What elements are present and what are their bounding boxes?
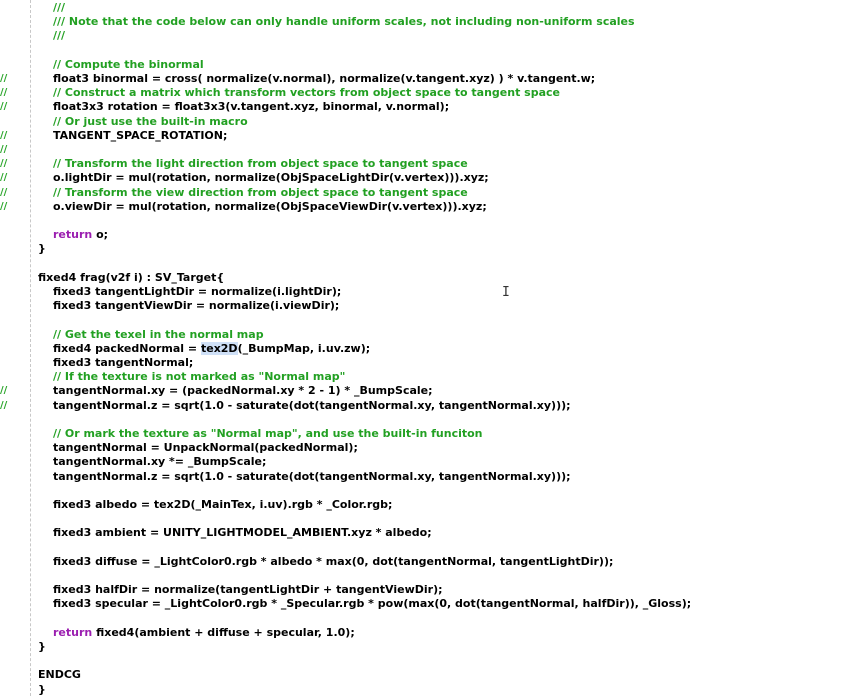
code-text[interactable]: float3x3 rotation = float3x3(v.tangent.xyz, binormal, v.normal);	[53, 100, 450, 114]
code-line[interactable]	[0, 44, 846, 58]
code-text[interactable]: tangentNormal.xy *= _BumpScale;	[53, 455, 267, 469]
code-line[interactable]	[0, 384, 846, 398]
code-text[interactable]: tangentNormal.z = sqrt(1.0 - saturate(dot(tangentNormal.xy, tangentNormal.xy)));	[53, 398, 571, 412]
code-line[interactable]	[0, 86, 846, 100]
change-marker: //	[0, 144, 8, 155]
code-line[interactable]	[0, 285, 846, 299]
code-line[interactable]	[0, 271, 846, 285]
text-cursor-icon: I	[502, 285, 510, 300]
code-text[interactable]: ///	[53, 29, 66, 43]
code-segment: (_BumpMap, i.uv.zw);	[237, 341, 371, 355]
change-marker: //	[0, 158, 8, 170]
code-text[interactable]: }	[38, 682, 46, 696]
code-text[interactable]: tangentNormal = UnpackNormal(packedNormal);	[53, 441, 358, 455]
code-text[interactable]: TANGENT_SPACE_ROTATION;	[53, 128, 228, 142]
code-line[interactable]	[0, 200, 846, 214]
code-line[interactable]	[0, 484, 846, 498]
return-keyword: return	[53, 228, 93, 242]
code-segment: fixed4 packedNormal =	[53, 341, 201, 355]
code-line[interactable]	[0, 498, 846, 512]
code-line[interactable]	[0, 455, 846, 469]
code-line[interactable]	[0, 342, 846, 356]
code-text[interactable]: // Or mark the texture as "Normal map", and use the built-in funciton	[53, 427, 483, 440]
code-text[interactable]: o.viewDir = mul(rotation, normalize(ObjSpaceViewDir(v.vertex))).xyz;	[53, 199, 487, 213]
change-marker: //	[0, 200, 8, 212]
code-line[interactable]	[0, 58, 846, 72]
code-line[interactable]	[0, 100, 846, 114]
code-line[interactable]	[0, 654, 846, 668]
code-line[interactable]	[0, 257, 846, 271]
code-line[interactable]	[0, 242, 846, 256]
code-text[interactable]	[53, 626, 355, 640]
code-line[interactable]	[0, 299, 846, 313]
code-line[interactable]	[0, 15, 846, 29]
code-text[interactable]: /// Note that the code below can only handle uniform scales, not including non-uniform scales	[53, 15, 635, 29]
code-text[interactable]: // Transform the view direction from object space to tangent space	[53, 185, 468, 199]
code-line[interactable]	[0, 115, 846, 129]
code-line[interactable]	[0, 399, 846, 413]
code-text[interactable]: o.lightDir = mul(rotation, normalize(ObjSpaceLightDir(v.vertex))).xyz;	[53, 171, 489, 185]
code-line[interactable]	[0, 512, 846, 526]
change-marker: //	[0, 101, 8, 113]
selected-text[interactable]: tex2D	[200, 341, 238, 355]
code-text[interactable]: fixed3 tangentViewDir = normalize(i.viewDir);	[53, 299, 340, 313]
code-line[interactable]	[0, 612, 846, 626]
code-line[interactable]	[0, 157, 846, 171]
change-marker: //	[0, 87, 8, 99]
code-line[interactable]	[0, 356, 846, 370]
code-text[interactable]: tangentNormal.z = sqrt(1.0 - saturate(dot(tangentNormal.xy, tangentNormal.xy)));	[53, 469, 571, 483]
code-line[interactable]	[0, 228, 846, 242]
code-line[interactable]	[0, 541, 846, 555]
code-text[interactable]: // Get the texel in the normal map	[53, 327, 264, 341]
code-line[interactable]	[0, 427, 846, 441]
code-text[interactable]: float3 binormal = cross( normalize(v.normal), normalize(v.tangent.xyz) ) * v.tangent.w;	[53, 72, 596, 85]
code-text[interactable]: fixed3 ambient = UNITY_LIGHTMODEL_AMBIENT.xyz * albedo;	[53, 526, 432, 540]
code-text[interactable]: ENDCG	[38, 668, 81, 682]
code-line[interactable]	[0, 143, 846, 157]
change-marker: //	[0, 73, 8, 84]
code-text[interactable]: fixed3 albedo = tex2D(_MainTex, i.uv).rgb * _Color.rgb;	[53, 498, 393, 511]
code-line[interactable]	[0, 683, 846, 697]
code-line[interactable]	[0, 214, 846, 228]
code-text[interactable]	[53, 342, 370, 356]
code-line[interactable]	[0, 555, 846, 569]
change-marker: //	[0, 385, 8, 397]
return-value: fixed4(ambient + diffuse + specular, 1.0);	[96, 625, 355, 639]
code-text[interactable]: // If the texture is not marked as "Normal map"	[53, 370, 346, 384]
code-text[interactable]: tangentNormal.xy = (packedNormal.xy * 2 - 1) * _BumpScale;	[53, 384, 433, 398]
code-text[interactable]: }	[38, 242, 46, 256]
code-line[interactable]	[0, 668, 846, 682]
code-line[interactable]	[0, 597, 846, 611]
code-line[interactable]	[0, 129, 846, 143]
return-value: o;	[96, 228, 109, 242]
code-text[interactable]: fixed3 tangentNormal;	[53, 356, 194, 369]
code-line[interactable]	[0, 569, 846, 583]
code-text[interactable]	[53, 228, 108, 242]
code-line[interactable]	[0, 186, 846, 200]
code-line[interactable]	[0, 171, 846, 185]
code-text[interactable]: fixed3 tangentLightDir = normalize(i.lightDir);	[53, 285, 342, 298]
code-text[interactable]: fixed3 diffuse = _LightColor0.rgb * albedo * max(0, dot(tangentNormal, tangentLightDir));	[53, 554, 614, 568]
code-line[interactable]	[0, 328, 846, 342]
code-line[interactable]	[0, 1, 846, 15]
code-text[interactable]: // Compute the binormal	[53, 57, 204, 71]
code-text[interactable]: // Transform the light direction from object space to tangent space	[53, 157, 468, 171]
code-text[interactable]: fixed3 specular = _LightColor0.rgb * _Specular.rgb * pow(max(0, dot(tangentNormal, halfDir)), _Gloss);	[53, 597, 692, 611]
code-line[interactable]	[0, 441, 846, 455]
code-text[interactable]: }	[38, 640, 46, 653]
code-line[interactable]	[0, 72, 846, 86]
code-line[interactable]	[0, 470, 846, 484]
change-marker: //	[0, 399, 8, 411]
change-marker: //	[0, 172, 8, 184]
code-line[interactable]	[0, 413, 846, 427]
code-line[interactable]	[0, 29, 846, 43]
change-marker: //	[0, 129, 8, 141]
code-line[interactable]	[0, 626, 846, 640]
change-marker: //	[0, 186, 8, 198]
code-line[interactable]	[0, 640, 846, 654]
code-line[interactable]	[0, 583, 846, 597]
code-text[interactable]: // Or just use the built-in macro	[53, 114, 248, 128]
return-keyword: return	[53, 625, 93, 639]
code-line[interactable]	[0, 313, 846, 327]
code-line[interactable]	[0, 370, 846, 384]
code-text[interactable]: // Construct a matrix which transform vectors from object space to tangent space	[53, 86, 560, 100]
code-text[interactable]: fixed3 halfDir = normalize(tangentLightDir + tangentViewDir);	[53, 583, 443, 597]
code-line[interactable]	[0, 526, 846, 540]
code-text[interactable]: fixed4 frag(v2f i) : SV_Target{	[38, 270, 225, 284]
code-text[interactable]: ///	[53, 1, 66, 14]
